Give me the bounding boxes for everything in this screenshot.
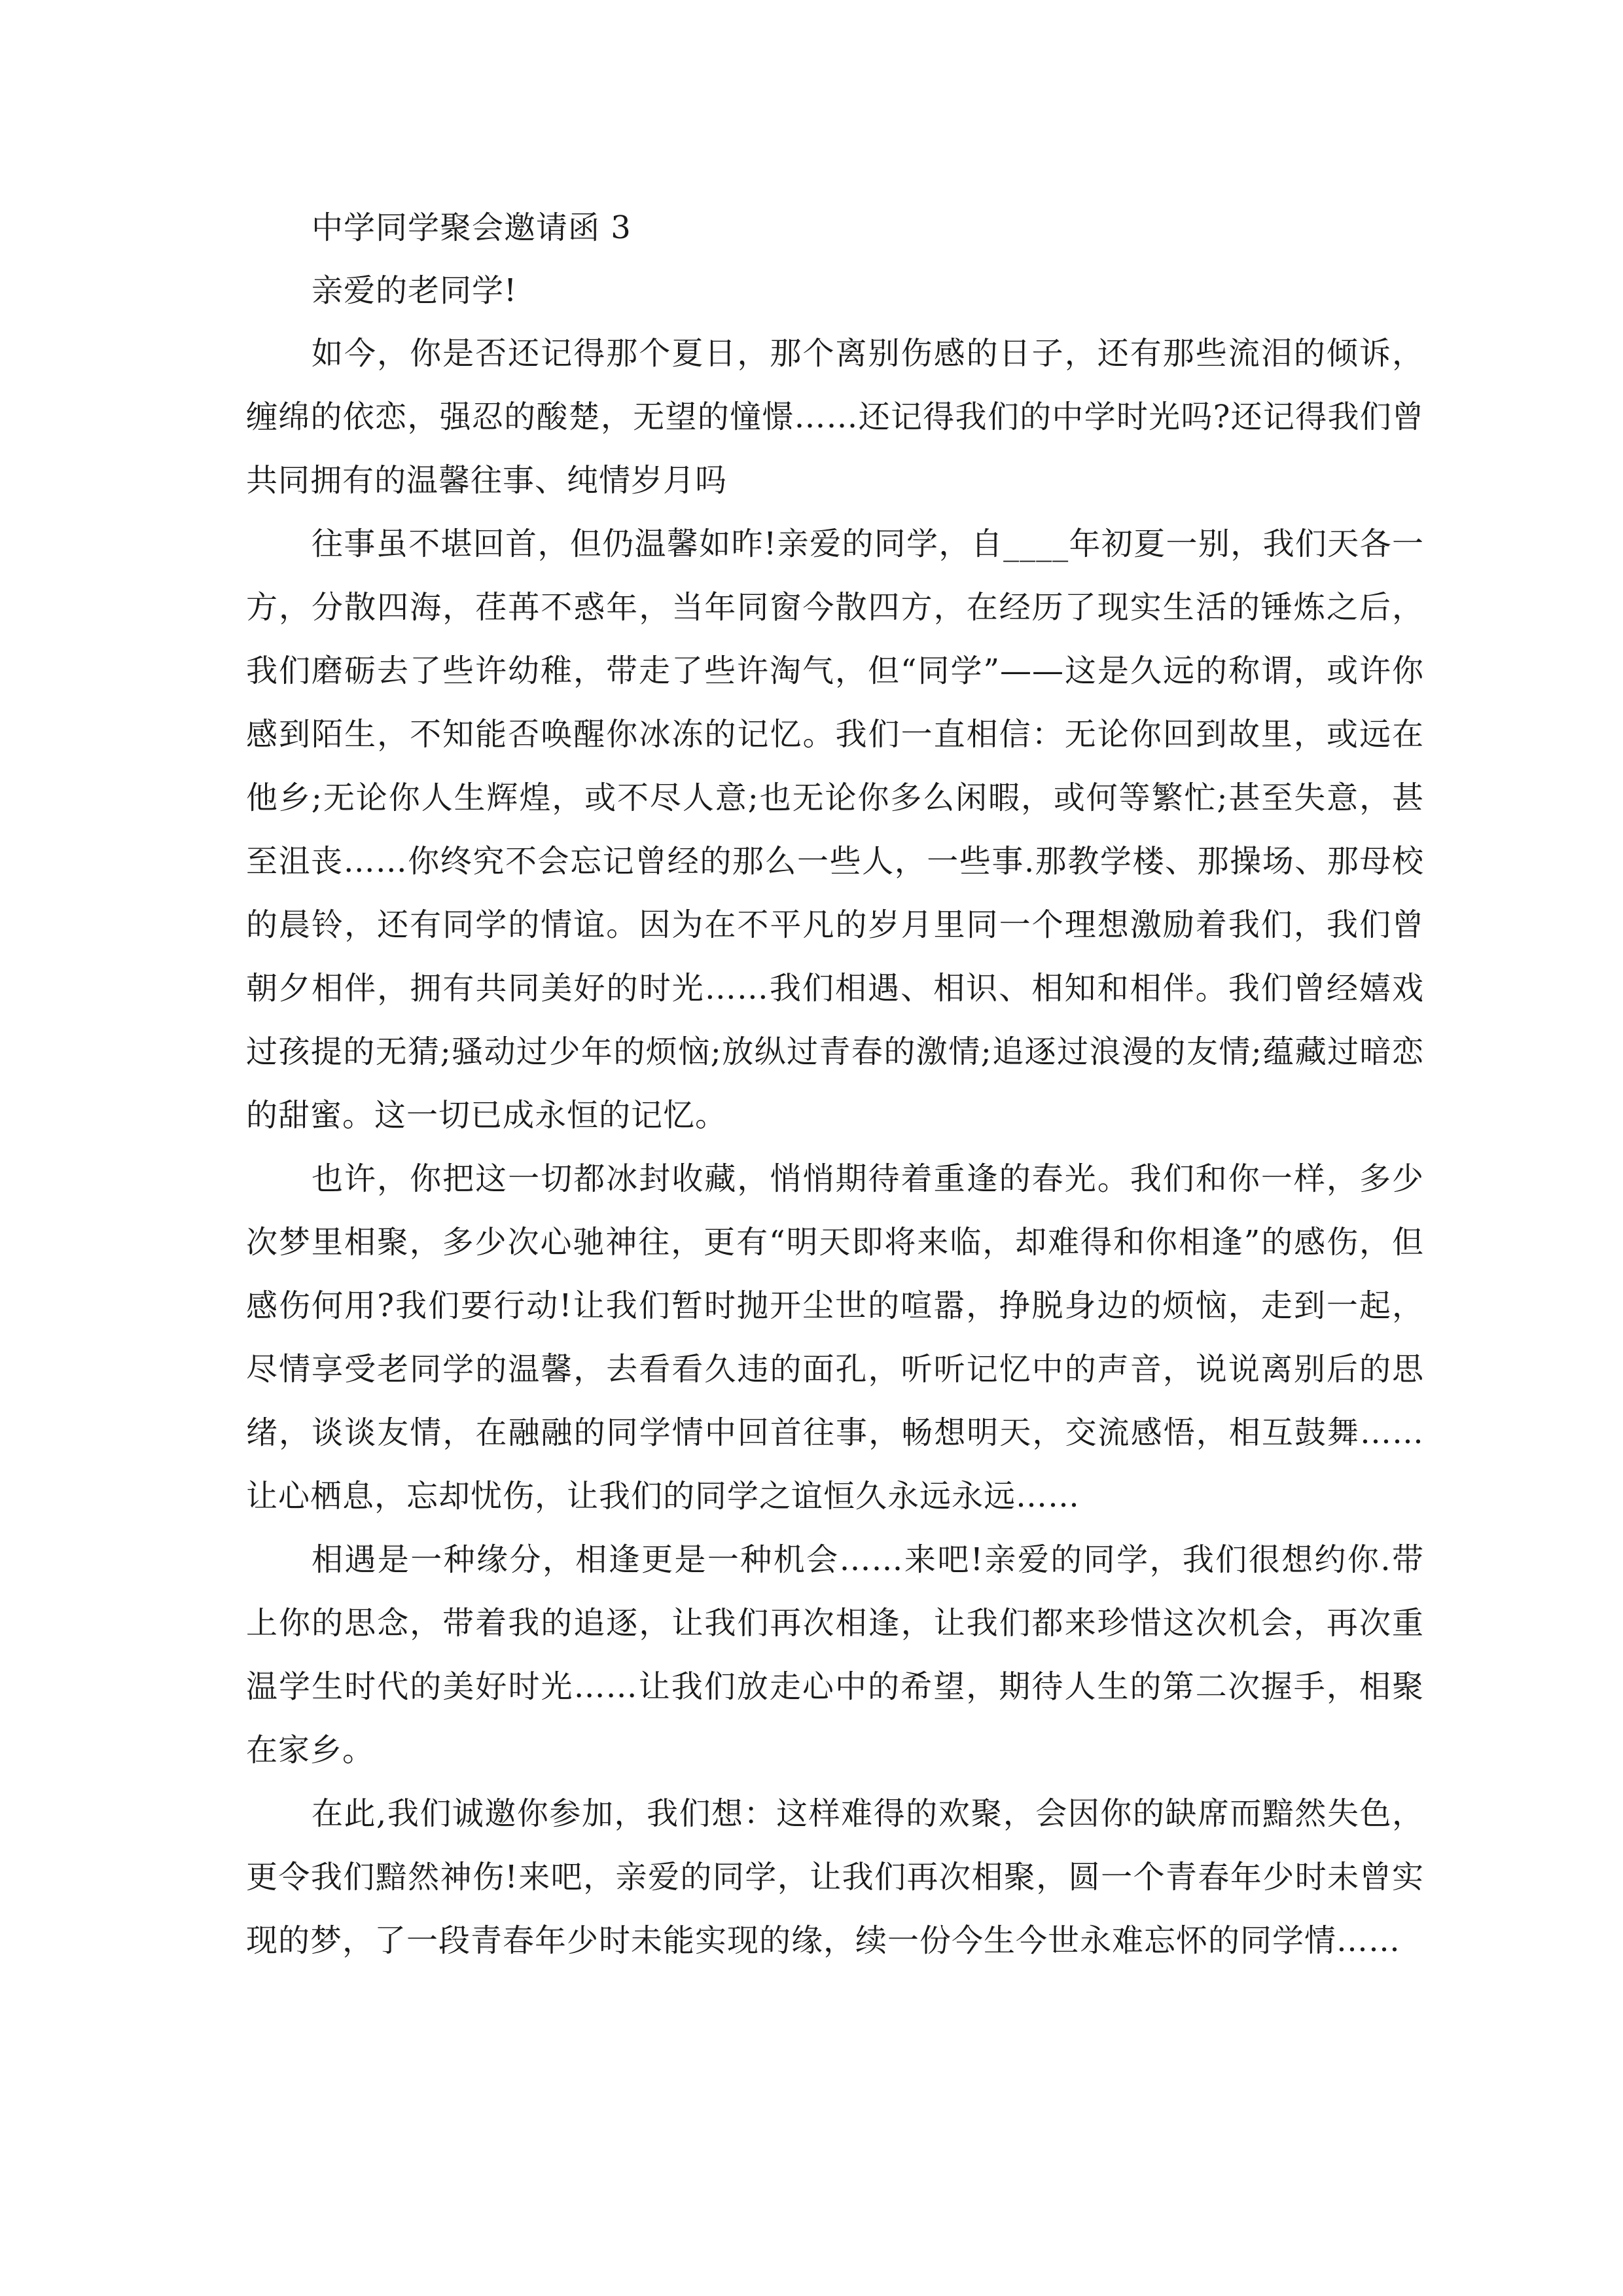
document-title: 中学同学聚会邀请函 3 <box>312 209 632 246</box>
paragraph-5: 在此,我们诚邀你参加，我们想：这样难得的欢聚，会因你的缺席而黯然失色，更令我们黯然神伤!来吧，亲爱的同学，让我们再次相聚，圆一个青春年少时未曾实现的梦，了一段青春年少时未能实现的缘，续一份今生今世永难忘怀的同学情…… <box>246 1795 1424 1959</box>
document-body <box>246 196 1424 1973</box>
paragraph-2: 往事虽不堪回首，但仍温馨如昨!亲爱的同学，自____年初夏一别，我们天各一方，分散四海，荏苒不惑年，当年同窗今散四方，在经历了现实生活的锤炼之后，我们磨砺去了些许幼稚，带走了些许淘气，但“同学”——这是久远的称谓，或许你感到陌生，不知能否唤醒你冰冻的记忆。我们一直相信：无论你回到故里，或远在他乡;无论你人生辉煌，或不尽人意;也无论你多么闲暇，或何等繁忙;甚至失意，甚至沮丧……你终究不会忘记曾经的那么一些人，一些事.那教学楼、那操场、那母校的晨铃，还有同学的情谊。因为在不平凡的岁月里同一个理想激励着我们，我们曾朝夕相伴，拥有共同美好的时光……我们相遇、相识、相知和相伴。我们曾经嬉戏过孩提的无猜;骚动过少年的烦恼;放纵过青春的激情;追逐过浪漫的友情;蕴藏过暗恋的甜蜜。这一切已成永恒的记忆。 <box>246 526 1424 1134</box>
paragraph-1: 如今，你是否还记得那个夏日，那个离别伤感的日子，还有那些流泪的倾诉，缠绵的依恋，强忍的酸楚，无望的憧憬……还记得我们的中学时光吗?还记得我们曾共同拥有的温馨往事、纯情岁月吗 <box>246 335 1424 499</box>
greeting: 亲爱的老同学! <box>312 272 518 309</box>
paragraph-3: 也许，你把这一切都冰封收藏，悄悄期待着重逢的春光。我们和你一样，多少次梦里相聚，多少次心驰神往，更有“明天即将来临，却难得和你相逢”的感伤，但感伤何用?我们要行动!让我们暂时抛开尘世的喧嚣，挣脱身边的烦恼，走到一起，尽情享受老同学的温馨，去看看久违的面孔，听听记忆中的声音，说说离别后的思绪，谈谈友情，在融融的同学情中回首往事，畅想明天，交流感悟，相互鼓舞……让心栖息，忘却忧伤，让我们的同学之谊恒久永远永远…… <box>246 1160 1424 1515</box>
paragraph-4: 相遇是一种缘分，相逢更是一种机会……来吧!亲爱的同学，我们很想约你.带上你的思念，带着我的追逐，让我们再次相逢，让我们都来珍惜这次机会，再次重温学生时代的美好时光……让我们放走心中的希望，期待人生的第二次握手，相聚在家乡。 <box>246 1541 1424 1768</box>
